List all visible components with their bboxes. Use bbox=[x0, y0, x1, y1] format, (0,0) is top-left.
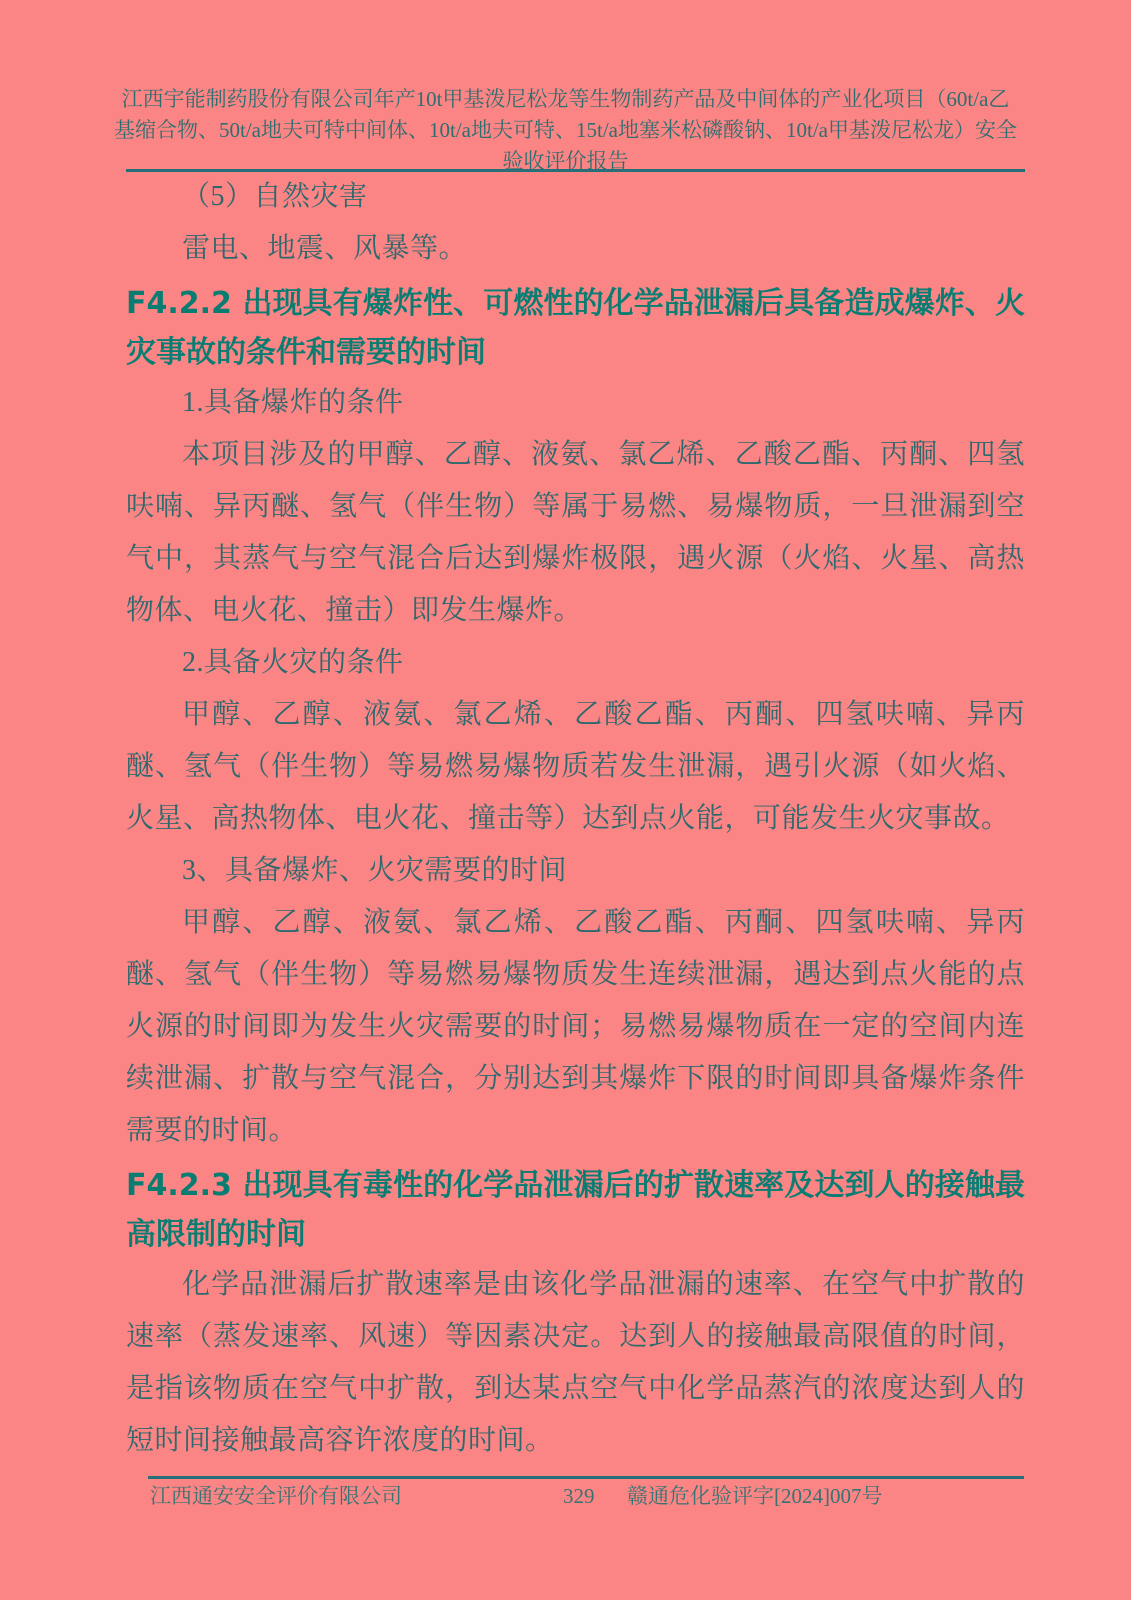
paragraph-time-required: 甲醇、乙醇、液氨、氯乙烯、乙酸乙酯、丙酮、四氢呋喃、异丙醚、氢气（伴生物）等易燃易爆物质发生连续泄漏，遇达到点火能的点火源的时间即为发生火灾需要的时间；易燃易爆物质在一定的空间内连续泄漏、扩散与空气混合，分别达到其爆炸下限的时间即具备爆炸条件需要的时间。 bbox=[126, 907, 1025, 1146]
paragraph-item-2-title: 2.具备火灾的条件 bbox=[182, 647, 404, 678]
footer-divider bbox=[148, 1476, 1024, 1479]
document-body bbox=[126, 171, 1025, 1467]
footer-document-number: 赣通危化验评字[2024]007号 bbox=[627, 1484, 883, 1508]
paragraph-fire-conditions: 甲醇、乙醇、液氨、氯乙烯、乙酸乙酯、丙酮、四氢呋喃、异丙醚、氢气（伴生物）等易燃易爆物质若发生泄漏，遇引火源（如火焰、火星、高热物体、电火花、撞击等）达到点火能，可能发生火灾事故。 bbox=[126, 699, 1025, 834]
paragraph-item-3-title: 3、具备爆炸、火灾需要的时间 bbox=[182, 855, 568, 886]
page-header-title: 江西宇能制药股份有限公司年产10t甲基泼尼松龙等生物制药产品及中间体的产业化项目（60t/a乙基缩合物、50t/a地夫可特中间体、10t/a地夫可特、15t/a地塞米松磷酸钠、10t/a甲基泼尼松龙）安全验收评价报告 bbox=[114, 87, 1017, 173]
paragraph-diffusion-rate: 化学品泄漏后扩散速率是由该化学品泄漏的速率、在空气中扩散的速率（蒸发速率、风速）等因素决定。达到人的接触最高限值的时间，是指该物质在空气中扩散，到达某点空气中化学品蒸汽的浓度达到人的短时间接触最高容许浓度的时间。 bbox=[126, 1269, 1025, 1456]
page-footer bbox=[0, 1482, 1131, 1512]
paragraph-explosion-conditions: 本项目涉及的甲醇、乙醇、液氨、氯乙烯、乙酸乙酯、丙酮、四氢呋喃、异丙醚、氢气（伴生物）等属于易燃、易爆物质，一旦泄漏到空气中，其蒸气与空气混合后达到爆炸极限，遇火源（火焰、火星、高热物体、电火花、撞击）即发生爆炸。 bbox=[126, 439, 1025, 626]
footer-page-number: 329 bbox=[563, 1484, 595, 1508]
footer-company-name: 江西通安安全评价有限公司 bbox=[150, 1484, 402, 1508]
paragraph-natural-disaster-items: 雷电、地震、风暴等。 bbox=[182, 233, 468, 264]
section-heading-f422: F4.2.2 出现具有爆炸性、可燃性的化学品泄漏后具备造成爆炸、火灾事故的条件和需要的时间 bbox=[126, 286, 1025, 370]
paragraph-item-1-title: 1.具备爆炸的条件 bbox=[182, 387, 404, 418]
section-heading-f423: F4.2.3 出现具有毒性的化学品泄漏后的扩散速率及达到人的接触最高限制的时间 bbox=[126, 1168, 1025, 1252]
paragraph-natural-disaster-label: （5）自然灾害 bbox=[182, 181, 368, 212]
